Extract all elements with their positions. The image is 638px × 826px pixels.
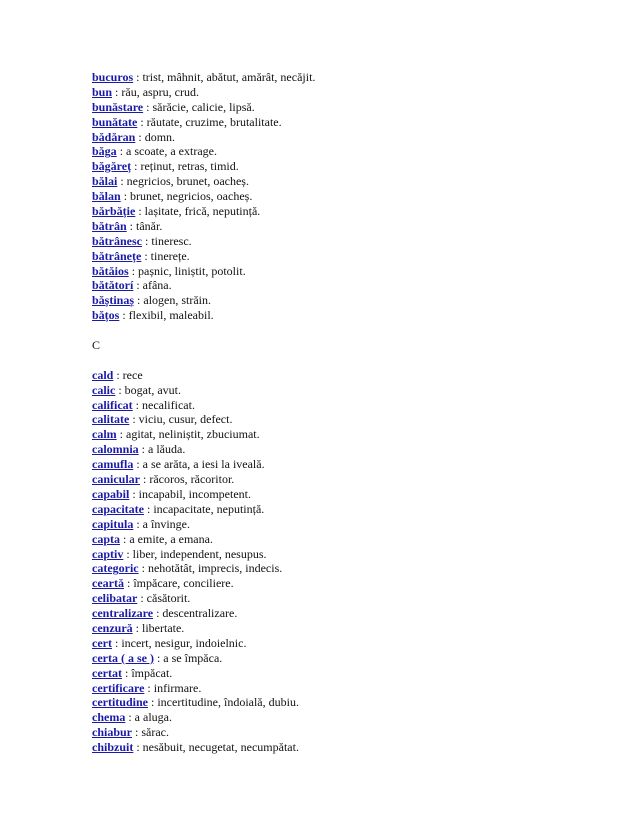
dictionary-entry — [92, 115, 592, 130]
headword-link[interactable]: bătrân — [92, 218, 127, 233]
antonym-definition: : răcoros, răcoritor. — [140, 472, 235, 487]
headword-link[interactable]: băga — [92, 144, 117, 159]
dictionary-entry — [92, 502, 592, 517]
dictionary-entry — [92, 398, 592, 413]
antonym-definition: : bogat, avut. — [115, 382, 181, 397]
dictionary-entry — [92, 666, 592, 681]
antonym-definition: : incertitudine, îndoială, dubiu. — [148, 695, 299, 710]
dictionary-entry — [92, 681, 592, 696]
antonym-definition: : rău, aspru, crud. — [112, 84, 200, 99]
dictionary-entry — [92, 427, 592, 442]
antonym-definition: : a învinge. — [133, 516, 190, 531]
headword-link[interactable]: bătăios — [92, 263, 129, 278]
dictionary-entry — [92, 204, 592, 219]
antonym-definition: : sărac. — [132, 725, 169, 740]
dictionary-entry — [92, 264, 592, 279]
dictionary-entry — [92, 547, 592, 562]
antonym-definition: : tineresc. — [142, 233, 192, 248]
dictionary-entry — [92, 591, 592, 606]
antonym-definition: : împăcare, conciliere. — [123, 576, 234, 591]
headword-link[interactable]: canicular — [92, 472, 140, 487]
headword-link[interactable]: calomnia — [92, 442, 139, 457]
antonym-definition: : nehotătât, imprecis, indecis. — [138, 561, 283, 576]
headword-link[interactable]: bătătorí — [92, 278, 134, 293]
section-gap — [92, 323, 592, 338]
antonym-definition: : brunet, negricios, oacheș. — [120, 189, 253, 204]
headword-link[interactable]: bălan — [92, 189, 121, 204]
section-c-heading: C — [92, 338, 101, 353]
antonym-definition: : a lăuda. — [138, 442, 186, 457]
dictionary-entry — [92, 621, 592, 636]
antonym-definition: : infirmare. — [144, 680, 202, 695]
headword-link[interactable]: captiv — [92, 546, 124, 561]
headword-link[interactable]: chiabur — [92, 725, 133, 740]
antonym-definition: : flexibil, maleabil. — [119, 308, 214, 323]
dictionary-page — [92, 70, 592, 755]
headword-link[interactable]: certat — [92, 665, 122, 680]
dictionary-entry — [92, 725, 592, 740]
antonym-definition: : alogen, străin. — [134, 293, 212, 308]
dictionary-entry — [92, 308, 592, 323]
antonym-definition: : incapabil, incompetent. — [129, 486, 251, 501]
dictionary-entry — [92, 517, 592, 532]
headword-link[interactable]: certificare — [92, 680, 145, 695]
antonym-definition: : libertate. — [132, 620, 185, 635]
antonym-definition: : a aluga. — [125, 710, 172, 725]
antonym-definition: : liber, independent, nesupus. — [123, 546, 267, 561]
antonym-definition: : a emite, a emana. — [120, 531, 213, 546]
antonym-definition: : necalificat. — [132, 397, 195, 412]
dictionary-entry — [92, 144, 592, 159]
antonym-definition: : viciu, cusur, defect. — [129, 412, 233, 427]
headword-link[interactable]: bun — [92, 84, 113, 99]
headword-link[interactable]: ceartă — [92, 576, 124, 591]
headword-link[interactable]: capta — [92, 531, 120, 546]
headword-link[interactable]: celibatar — [92, 591, 138, 606]
dictionary-entry — [92, 85, 592, 100]
headword-link[interactable]: certitudine — [92, 695, 148, 710]
antonym-definition: : răutate, cruzime, brutalitate. — [137, 114, 282, 129]
headword-link[interactable]: băștinaș — [92, 293, 135, 308]
headword-link[interactable]: capacitate — [92, 501, 144, 516]
headword-link[interactable]: bățos — [92, 308, 120, 323]
headword-link[interactable]: calm — [92, 427, 117, 442]
dictionary-entry — [92, 651, 592, 666]
antonym-definition: : incert, nesigur, indoielnic. — [111, 635, 247, 650]
antonym-definition: : rece — [113, 367, 143, 382]
headword-link[interactable]: capitula — [92, 516, 134, 531]
dictionary-entry — [92, 234, 592, 249]
headword-link[interactable]: chibzuit — [92, 740, 134, 755]
headword-link[interactable]: cert — [92, 635, 112, 650]
dictionary-entry — [92, 710, 592, 725]
dictionary-entry — [92, 100, 592, 115]
headword-link[interactable]: cenzură — [92, 620, 133, 635]
dictionary-entry — [92, 293, 592, 308]
headword-link[interactable]: bucuros — [92, 70, 134, 84]
antonym-definition: : a se arăta, a iesi la iveală. — [133, 457, 265, 472]
dictionary-entry — [92, 412, 592, 427]
antonym-definition: : pașnic, liniștit, potolit. — [128, 263, 246, 278]
dictionary-entry — [92, 174, 592, 189]
dictionary-entry — [92, 457, 592, 472]
antonym-definition: : agitat, neliniștit, zbuciumat. — [116, 427, 260, 442]
headword-link[interactable]: bunăstare — [92, 99, 144, 114]
antonym-definition: : a se împăca. — [153, 650, 223, 665]
dictionary-entry — [92, 249, 592, 264]
headword-link[interactable]: calic — [92, 382, 116, 397]
section-gap — [92, 353, 592, 368]
antonym-definition: : căsătorit. — [137, 591, 191, 606]
antonym-definition: : lașitate, frică, neputință. — [135, 204, 261, 219]
dictionary-entry — [92, 219, 592, 234]
headword-link[interactable]: bărbăție — [92, 204, 136, 219]
antonym-definition: : sărăcie, calicie, lipsă. — [143, 99, 255, 114]
antonym-definition: : nesăbuit, necugetat, necumpătat. — [133, 740, 299, 755]
headword-link[interactable]: capabil — [92, 486, 130, 501]
headword-link[interactable]: centralizare — [92, 606, 154, 621]
antonym-definition: : reținut, retras, timid. — [131, 159, 239, 174]
headword-link[interactable]: bătrânețe — [92, 248, 142, 263]
dictionary-entry — [92, 487, 592, 502]
dictionary-entry — [92, 278, 592, 293]
dictionary-entry — [92, 472, 592, 487]
headword-link[interactable]: calitate — [92, 412, 130, 427]
dictionary-entry — [92, 368, 592, 383]
antonym-definition: : tânăr. — [126, 218, 163, 233]
section-c-list — [92, 368, 592, 755]
headword-link[interactable]: bunătate — [92, 114, 138, 129]
headword-link[interactable]: categoric — [92, 561, 139, 576]
antonym-definition: : incapacitate, neputință. — [143, 501, 265, 516]
headword-link[interactable]: camufla — [92, 457, 134, 472]
dictionary-entry — [92, 189, 592, 204]
antonym-definition: : a scoate, a extrage. — [116, 144, 217, 159]
headword-link[interactable]: chema — [92, 710, 126, 725]
dictionary-entry — [92, 576, 592, 591]
antonym-definition: : trist, mâhnit, abătut, amărât, necăjit. — [133, 70, 316, 84]
headword-link[interactable]: bălai — [92, 174, 118, 189]
antonym-definition: : tinerețe. — [141, 248, 190, 263]
antonym-definition: : afâna. — [133, 278, 172, 293]
dictionary-entry — [92, 740, 592, 755]
antonym-definition: : împăcat. — [121, 665, 173, 680]
dictionary-entry — [92, 159, 592, 174]
headword-link[interactable]: calificat — [92, 397, 133, 412]
antonym-definition: : negricios, brunet, oacheș. — [117, 174, 249, 189]
dictionary-entry — [92, 532, 592, 547]
antonym-definition: : descentralizare. — [153, 606, 238, 621]
headword-link[interactable]: certa ( a se ) — [92, 650, 154, 665]
dictionary-entry — [92, 606, 592, 621]
section-b-list — [92, 70, 592, 323]
dictionary-entry — [92, 636, 592, 651]
dictionary-entry — [92, 70, 592, 85]
dictionary-entry — [92, 442, 592, 457]
dictionary-entry — [92, 130, 592, 145]
headword-link[interactable]: bătrânesc — [92, 233, 142, 248]
antonym-definition: : domn. — [135, 129, 176, 144]
headword-link[interactable]: bădăran — [92, 129, 136, 144]
dictionary-entry — [92, 695, 592, 710]
headword-link[interactable]: cald — [92, 367, 114, 382]
headword-link[interactable]: băgăreț — [92, 159, 132, 174]
dictionary-entry — [92, 561, 592, 576]
dictionary-entry — [92, 383, 592, 398]
